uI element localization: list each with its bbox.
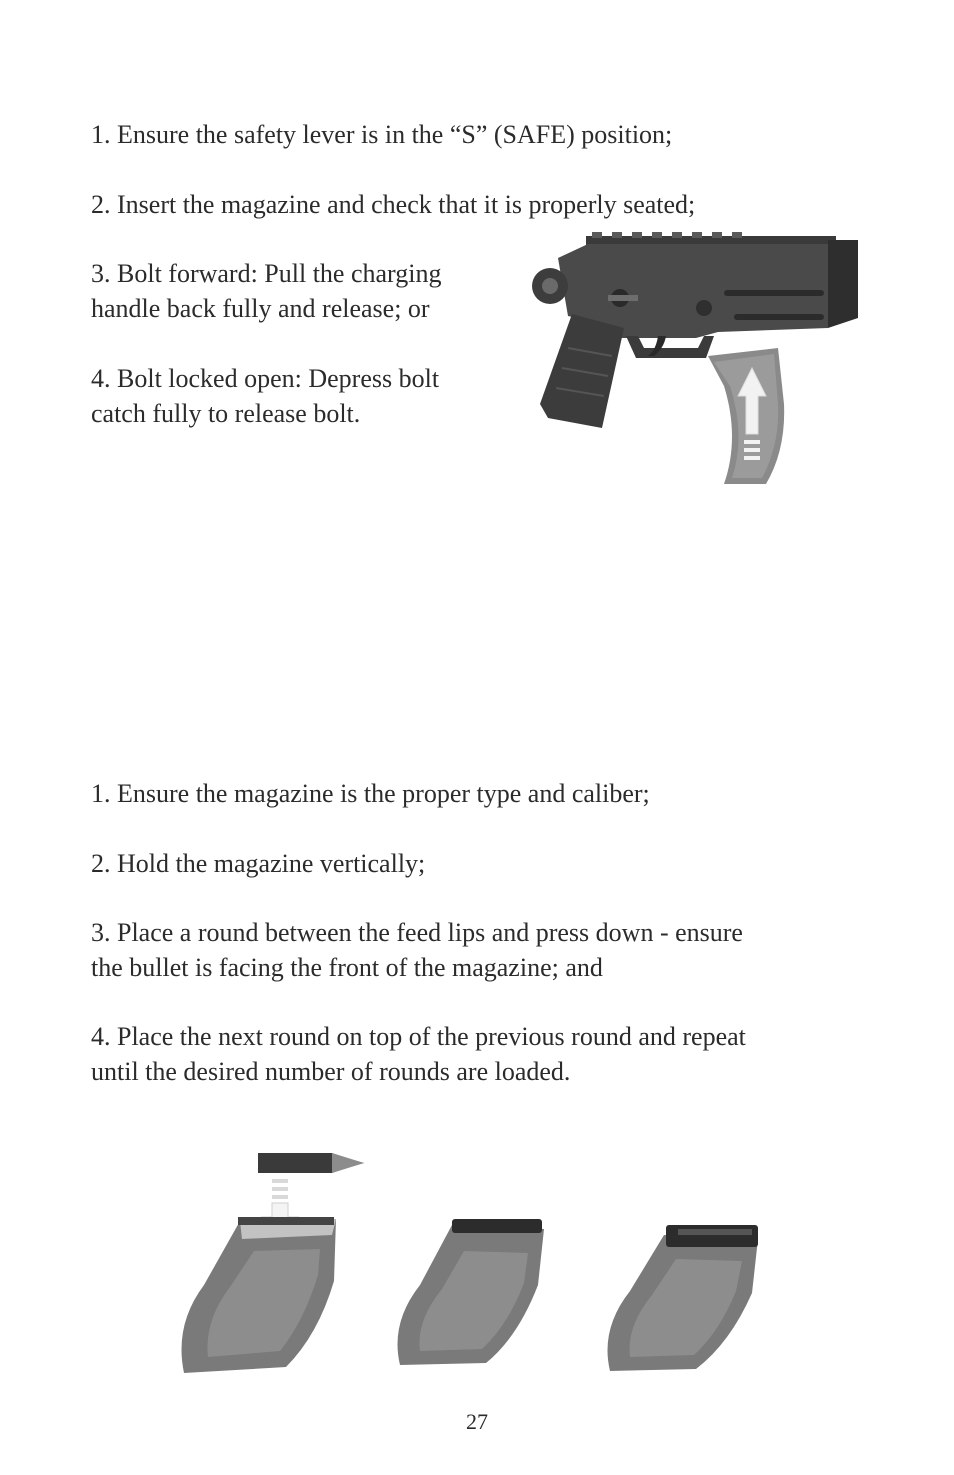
loading-step-4: 4. Bolt locked open: Depress bolt catch fully to release bolt.: [91, 364, 440, 428]
magazine-step-1: 1. Ensure the magazine is the proper type and caliber;: [91, 779, 650, 808]
magazine-loading-illustration: [168, 1125, 778, 1395]
page-number: 27: [466, 1409, 488, 1434]
magazine-step-2: 2. Hold the magazine vertically;: [91, 849, 426, 878]
magazine-step-3: 3. Place a round between the feed lips and press down - ensure the bullet is facing the front of the magazine; and: [91, 918, 743, 982]
loading-step-3: 3. Bolt forward: Pull the charging handle back fully and release; or: [91, 259, 442, 323]
loading-step-2: 2. Insert the magazine and check that it is properly seated;: [91, 190, 696, 219]
rifle-magazine-insertion-illustration: [528, 228, 858, 490]
loading-step-1: 1. Ensure the safety lever is in the “S” (SAFE) position;: [91, 120, 673, 149]
magazine-step-4: 4. Place the next round on top of the previous round and repeat until the desired number of rounds are loaded.: [91, 1022, 746, 1086]
